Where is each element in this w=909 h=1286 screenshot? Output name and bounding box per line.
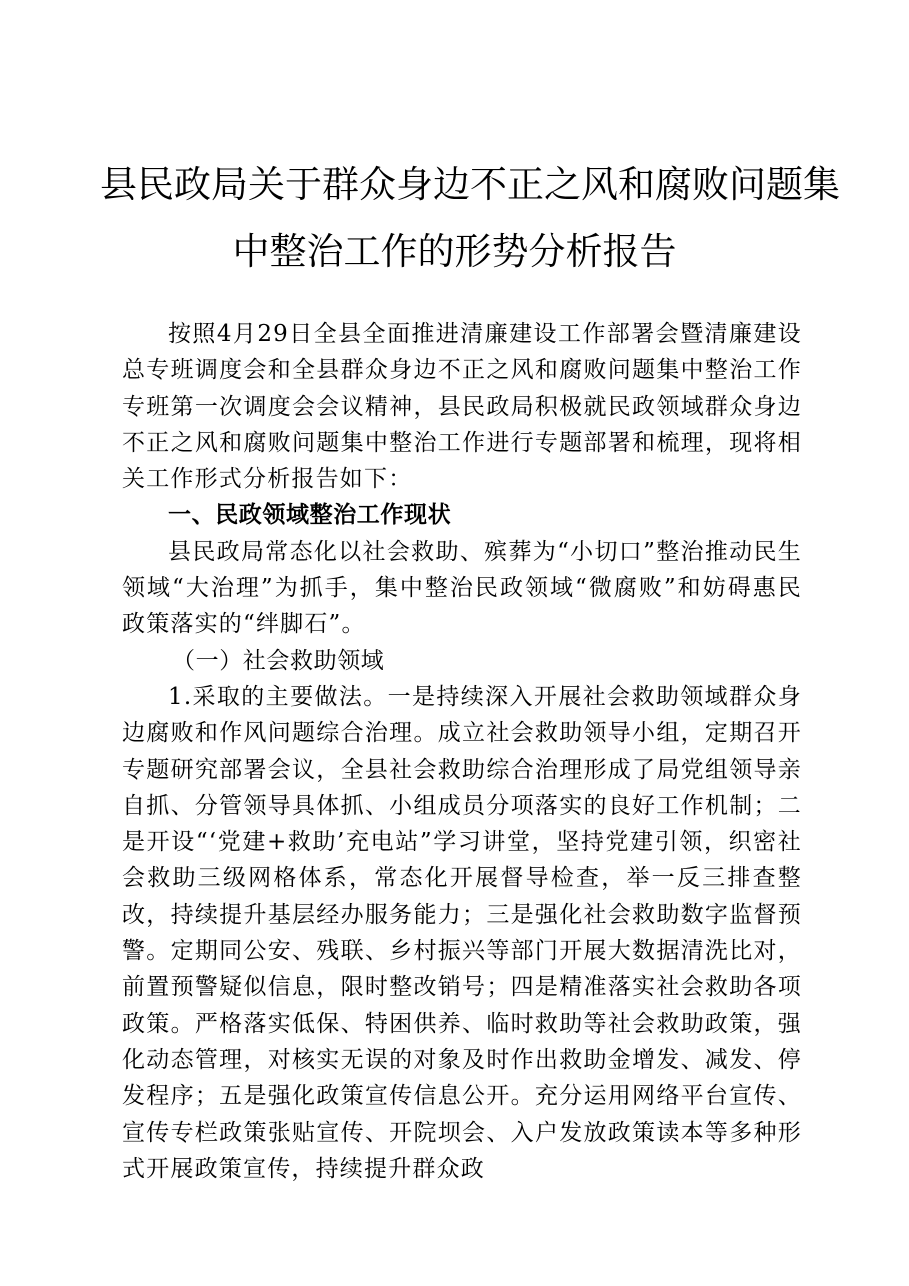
subsection-heading-1: （一）社会救助领域 xyxy=(172,647,385,674)
section-1-paragraph: 县民政局常态化以社会救助、殡葬为“小切口”整治推动民生领域“大治理”为抓手，集中整治民政领域“微腐败”和妨碍惠民政策落实的“绊脚石”。 xyxy=(122,538,802,638)
document-title-line-2: 中整治工作的形势分析报告 xyxy=(232,230,677,273)
subsection-1-paragraph: 1.采取的主要做法。一是持续深入开展社会救助领域群众身边腐败和作风问题综合治理。成立社会救助领导小组，定期召开专题研究部署会议，全县社会救助综合治理形成了局党组领导亲自抓、分管领导具体抓、小组成员分项落实的良好工作机制；二是开设“‘党建+救助’充电站”学习讲堂，坚持党建引领，织密社会救助三级网格体系，常态化开展督导检查，举一反三排查整改，持续提升基层经办服务能力；三是强化社会救助数字监督预警。定期同公安、残联、乡村振兴等部门开展大数据清洗比对，前置预警疑似信息，限时整改销号；四是精准落实社会救助各项政策。严格落实低保、特困供养、临时救助等社会救助政策，强化动态管理，对核实无误的对象及时作出救助金增发、减发、停发程序；五是强化政策宣传信息公开。充分运用网络平台宣传、宣传专栏政策张贴宣传、开院坝会、入户发放政策读本等多种形式开展政策宣传，持续提升群众政 xyxy=(122,683,802,1182)
document-title-line-1: 县民政局关于群众身边不正之风和腐败问题集 xyxy=(100,163,840,206)
document-body xyxy=(122,316,802,1187)
intro-paragraph: 按照4月29日全县全面推进清廉建设工作部署会暨清廉建设总专班调度会和全县群众身边不正之风和腐败问题集中整治工作专班第一次调度会会议精神，县民政局积极就民政领域群众身边不正之风和腐败问题集中整治工作进行专题部署和梳理，现将相关工作形式分析报告如下： xyxy=(122,321,802,493)
section-heading-1: 一、民政领域整治工作现状 xyxy=(168,502,452,529)
